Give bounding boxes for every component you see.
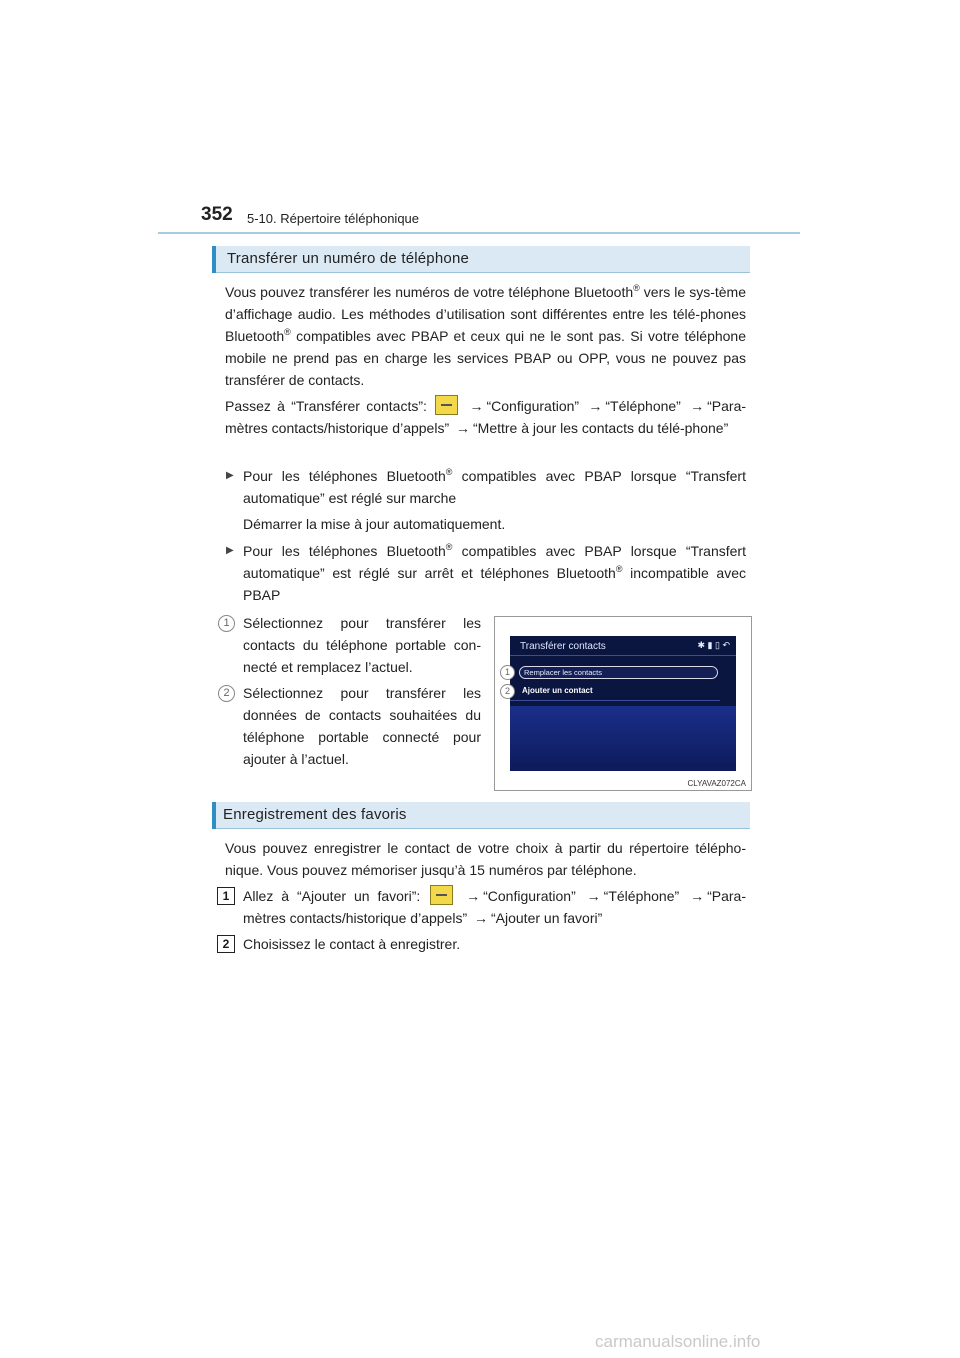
section-heading-favorites bbox=[212, 802, 750, 829]
chapter-title: 5-10. Répertoire téléphonique bbox=[247, 211, 420, 226]
callout-marker-2: 2 bbox=[500, 684, 515, 699]
add-contact-option[interactable]: Ajouter un contact bbox=[522, 686, 593, 695]
display-screen bbox=[510, 636, 736, 771]
arrow-icon: → bbox=[588, 398, 603, 414]
arrow-icon: → bbox=[456, 420, 470, 436]
bullet-triangle-icon: ▶ bbox=[226, 470, 234, 481]
navigation-path: Passez à “Transférer contacts”: → “Configuration” → “Téléphone” → “Para-mètres contacts/historique d’appels” → “Mettre à jour les contacts du télé-phone” bbox=[225, 395, 746, 439]
option-description-2: Sélectionnez pour transférer les données de contacts souhaitées du téléphone portable connecté pour ajouter à l’actuel. bbox=[243, 685, 481, 767]
arrow-icon: → bbox=[690, 398, 705, 414]
watermark: carmanualsonline.info bbox=[595, 1332, 761, 1351]
page-number: 352 bbox=[201, 204, 233, 225]
step-2-text: Choisissez le contact à enregistrer. bbox=[243, 936, 461, 952]
arrow-icon: → bbox=[469, 398, 484, 414]
option-description-1: Sélectionnez pour transférer les contacts du téléphone portable con-necté et remplacez l’actuel. bbox=[243, 615, 481, 675]
image-code: CLYAVAZ072CA bbox=[687, 779, 746, 788]
heading-accent-bar bbox=[212, 802, 216, 829]
step-number-2: 2 bbox=[217, 935, 235, 953]
bullet-item: Pour les téléphones Bluetooth® compatibles avec PBAP lorsque “Transfert automatique” est réglé sur arrêt et téléphones Bluetooth® incompatible avec PBAP bbox=[243, 542, 746, 603]
arrow-icon: → bbox=[690, 888, 705, 904]
arrow-icon: → bbox=[474, 910, 488, 926]
arrow-icon: → bbox=[586, 888, 601, 904]
bullet-item: Pour les téléphones Bluetooth® compatibles avec PBAP lorsque “Transfert automatique” est réglé sur marche bbox=[243, 467, 746, 506]
status-icons: ✱ ▮ ▯ ↶ bbox=[697, 640, 730, 650]
screen-illustration bbox=[494, 616, 752, 791]
circle-number-1: 1 bbox=[218, 615, 235, 632]
replace-contacts-option[interactable]: Remplacer les contacts bbox=[519, 666, 718, 679]
section-heading-transfer bbox=[212, 246, 750, 273]
section-title: Enregistrement des favoris bbox=[223, 806, 407, 823]
step-number-1: 1 bbox=[217, 887, 235, 905]
menu-button-icon bbox=[430, 885, 453, 905]
screen-title: Transférer contacts bbox=[520, 641, 606, 652]
heading-accent-bar bbox=[212, 246, 216, 273]
section-title: Transférer un numéro de téléphone bbox=[227, 250, 470, 267]
step-1-text: Allez à “Ajouter un favori”: → “Configuration” → “Téléphone” → “Para-mètres contacts/historique d’appels” → “Ajouter un favori” bbox=[243, 885, 746, 929]
header-rule bbox=[158, 232, 800, 234]
arrow-icon: → bbox=[466, 888, 481, 904]
favorites-intro: Vous pouvez enregistrer le contact de votre choix à partir du répertoire télépho-nique. Vous pouvez mémoriser jusqu’à 15 numéros par téléphone. bbox=[225, 840, 746, 878]
circle-number-2: 2 bbox=[218, 685, 235, 702]
menu-button-icon bbox=[435, 395, 458, 415]
bullet-note: Démarrer la mise à jour automatiquement. bbox=[243, 516, 506, 532]
callout-marker-1: 1 bbox=[500, 665, 515, 680]
intro-paragraph: Vous pouvez transférer les numéros de votre téléphone Bluetooth® vers le sys-tème d’affichage audio. Les méthodes d’utilisation sont différentes entre les télé-phones Bluetooth® compatibles avec PBAP et ceux qui ne le sont pas. Si votre téléphone mobile ne prend pas en charge les services PBAP ou OPP, vous ne pouvez pas transférer de contacts. bbox=[225, 283, 746, 388]
bullet-triangle-icon: ▶ bbox=[226, 545, 234, 556]
